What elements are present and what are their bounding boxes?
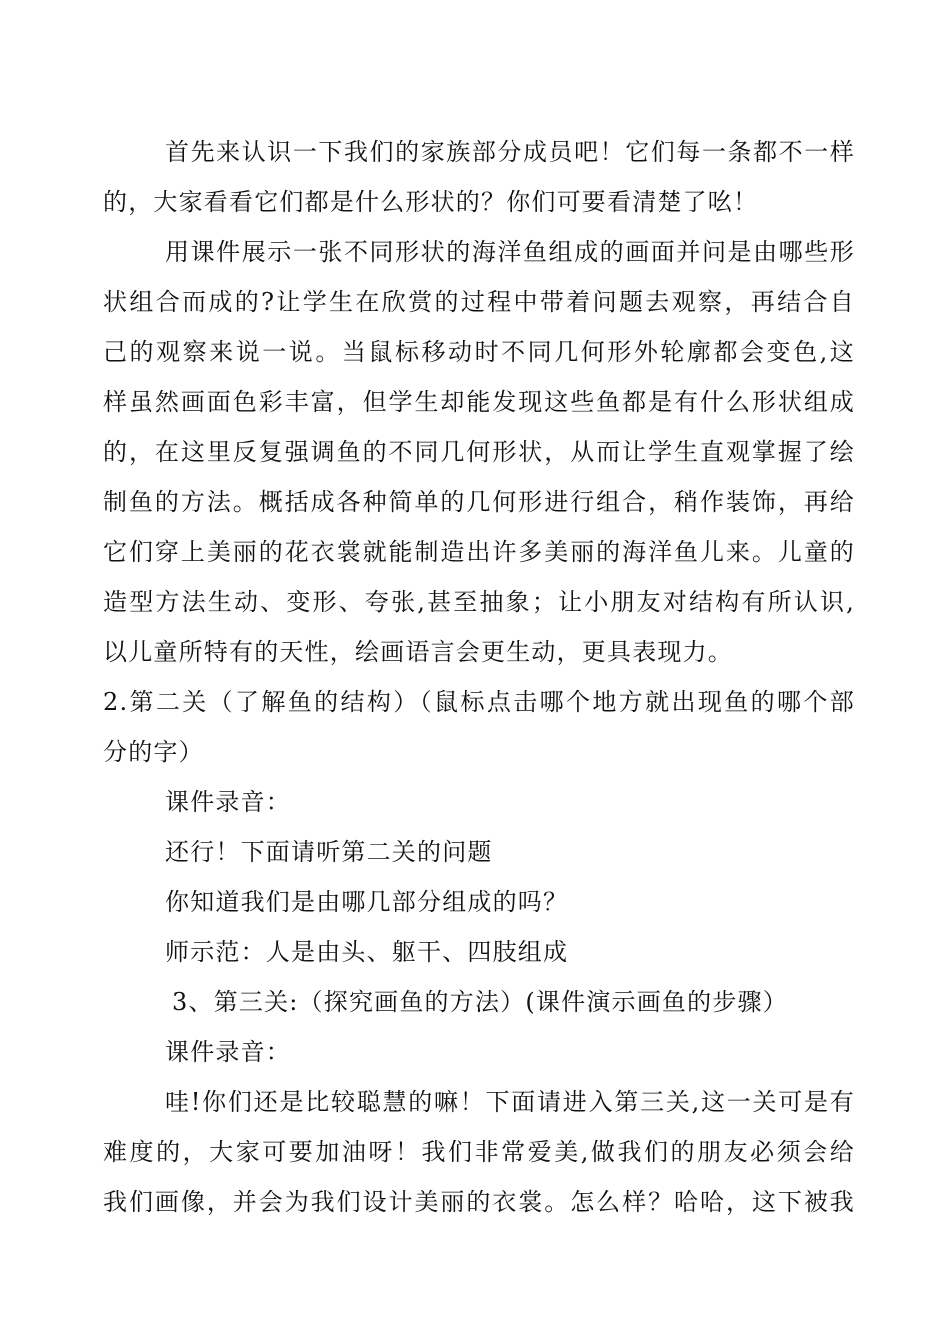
paragraph-2-line-6: 制鱼的方法。概括成各种简单的几何形进行组合，稍作装饰，再给 bbox=[103, 488, 855, 516]
paragraph-1-line-1: 首先来认识一下我们的家族部分成员吧！它们每一条都不一样 bbox=[165, 138, 855, 166]
paragraph-3-line-3: 我们画像，并会为我们设计美丽的衣裳。怎么样？哈哈，这下被我 bbox=[103, 1188, 855, 1216]
paragraph-2-line-1: 用课件展示一张不同形状的海洋鱼组成的画面并问是由哪些形 bbox=[165, 238, 855, 266]
paragraph-2-line-5: 的，在这里反复强调鱼的不同几何形状，从而让学生直观掌握了绘 bbox=[103, 438, 855, 466]
recording-line: 还行！下面请听第二关的问题 bbox=[165, 838, 493, 866]
paragraph-2-line-8: 造型方法生动、变形、夸张,甚至抽象；让小朋友对结构有所认识, bbox=[103, 588, 855, 616]
courseware-recording-label: 课件录音： bbox=[165, 788, 291, 816]
courseware-recording-label-2: 课件录音： bbox=[165, 1038, 291, 1066]
paragraph-2-line-7: 它们穿上美丽的花衣裳就能制造出许多美丽的海洋鱼儿来。儿童的 bbox=[103, 538, 855, 566]
paragraph-2-line-9: 以儿童所特有的天性，绘画语言会更生动，更具表现力。 bbox=[103, 638, 733, 666]
section-heading-level-2-cont: 分的字） bbox=[103, 738, 204, 766]
paragraph-3-line-1: 哇!你们还是比较聪慧的嘛！下面请进入第三关,这一关可是有 bbox=[165, 1088, 855, 1116]
paragraph-1-line-2: 的，大家看看它们都是什么形状的？你们可要看清楚了吆！ bbox=[103, 188, 759, 216]
paragraph-2-line-4: 样虽然画面色彩丰富，但学生却能发现这些鱼都是有什么形状组成 bbox=[103, 388, 855, 416]
question-line: 你知道我们是由哪几部分组成的吗？ bbox=[165, 888, 569, 916]
paragraph-3-line-2: 难度的，大家可要加油呀！我们非常爱美,做我们的朋友必须会给 bbox=[103, 1138, 855, 1166]
section-heading-level-3: 3、第三关:（探究画鱼的方法）(课件演示画鱼的步骤） bbox=[172, 988, 788, 1016]
section-heading-level-2: 2.第二关（了解鱼的结构）（鼠标点击哪个地方就出现鱼的哪个部 bbox=[103, 688, 855, 716]
paragraph-2-line-2: 状组合而成的?让学生在欣赏的过程中带着问题去观察，再结合自 bbox=[103, 288, 855, 316]
teacher-demo-line: 师示范：人是由头、躯干、四肢组成 bbox=[165, 938, 569, 966]
paragraph-2-line-3: 己的观察来说一说。当鼠标移动时不同几何形外轮廓都会变色,这 bbox=[103, 338, 855, 366]
